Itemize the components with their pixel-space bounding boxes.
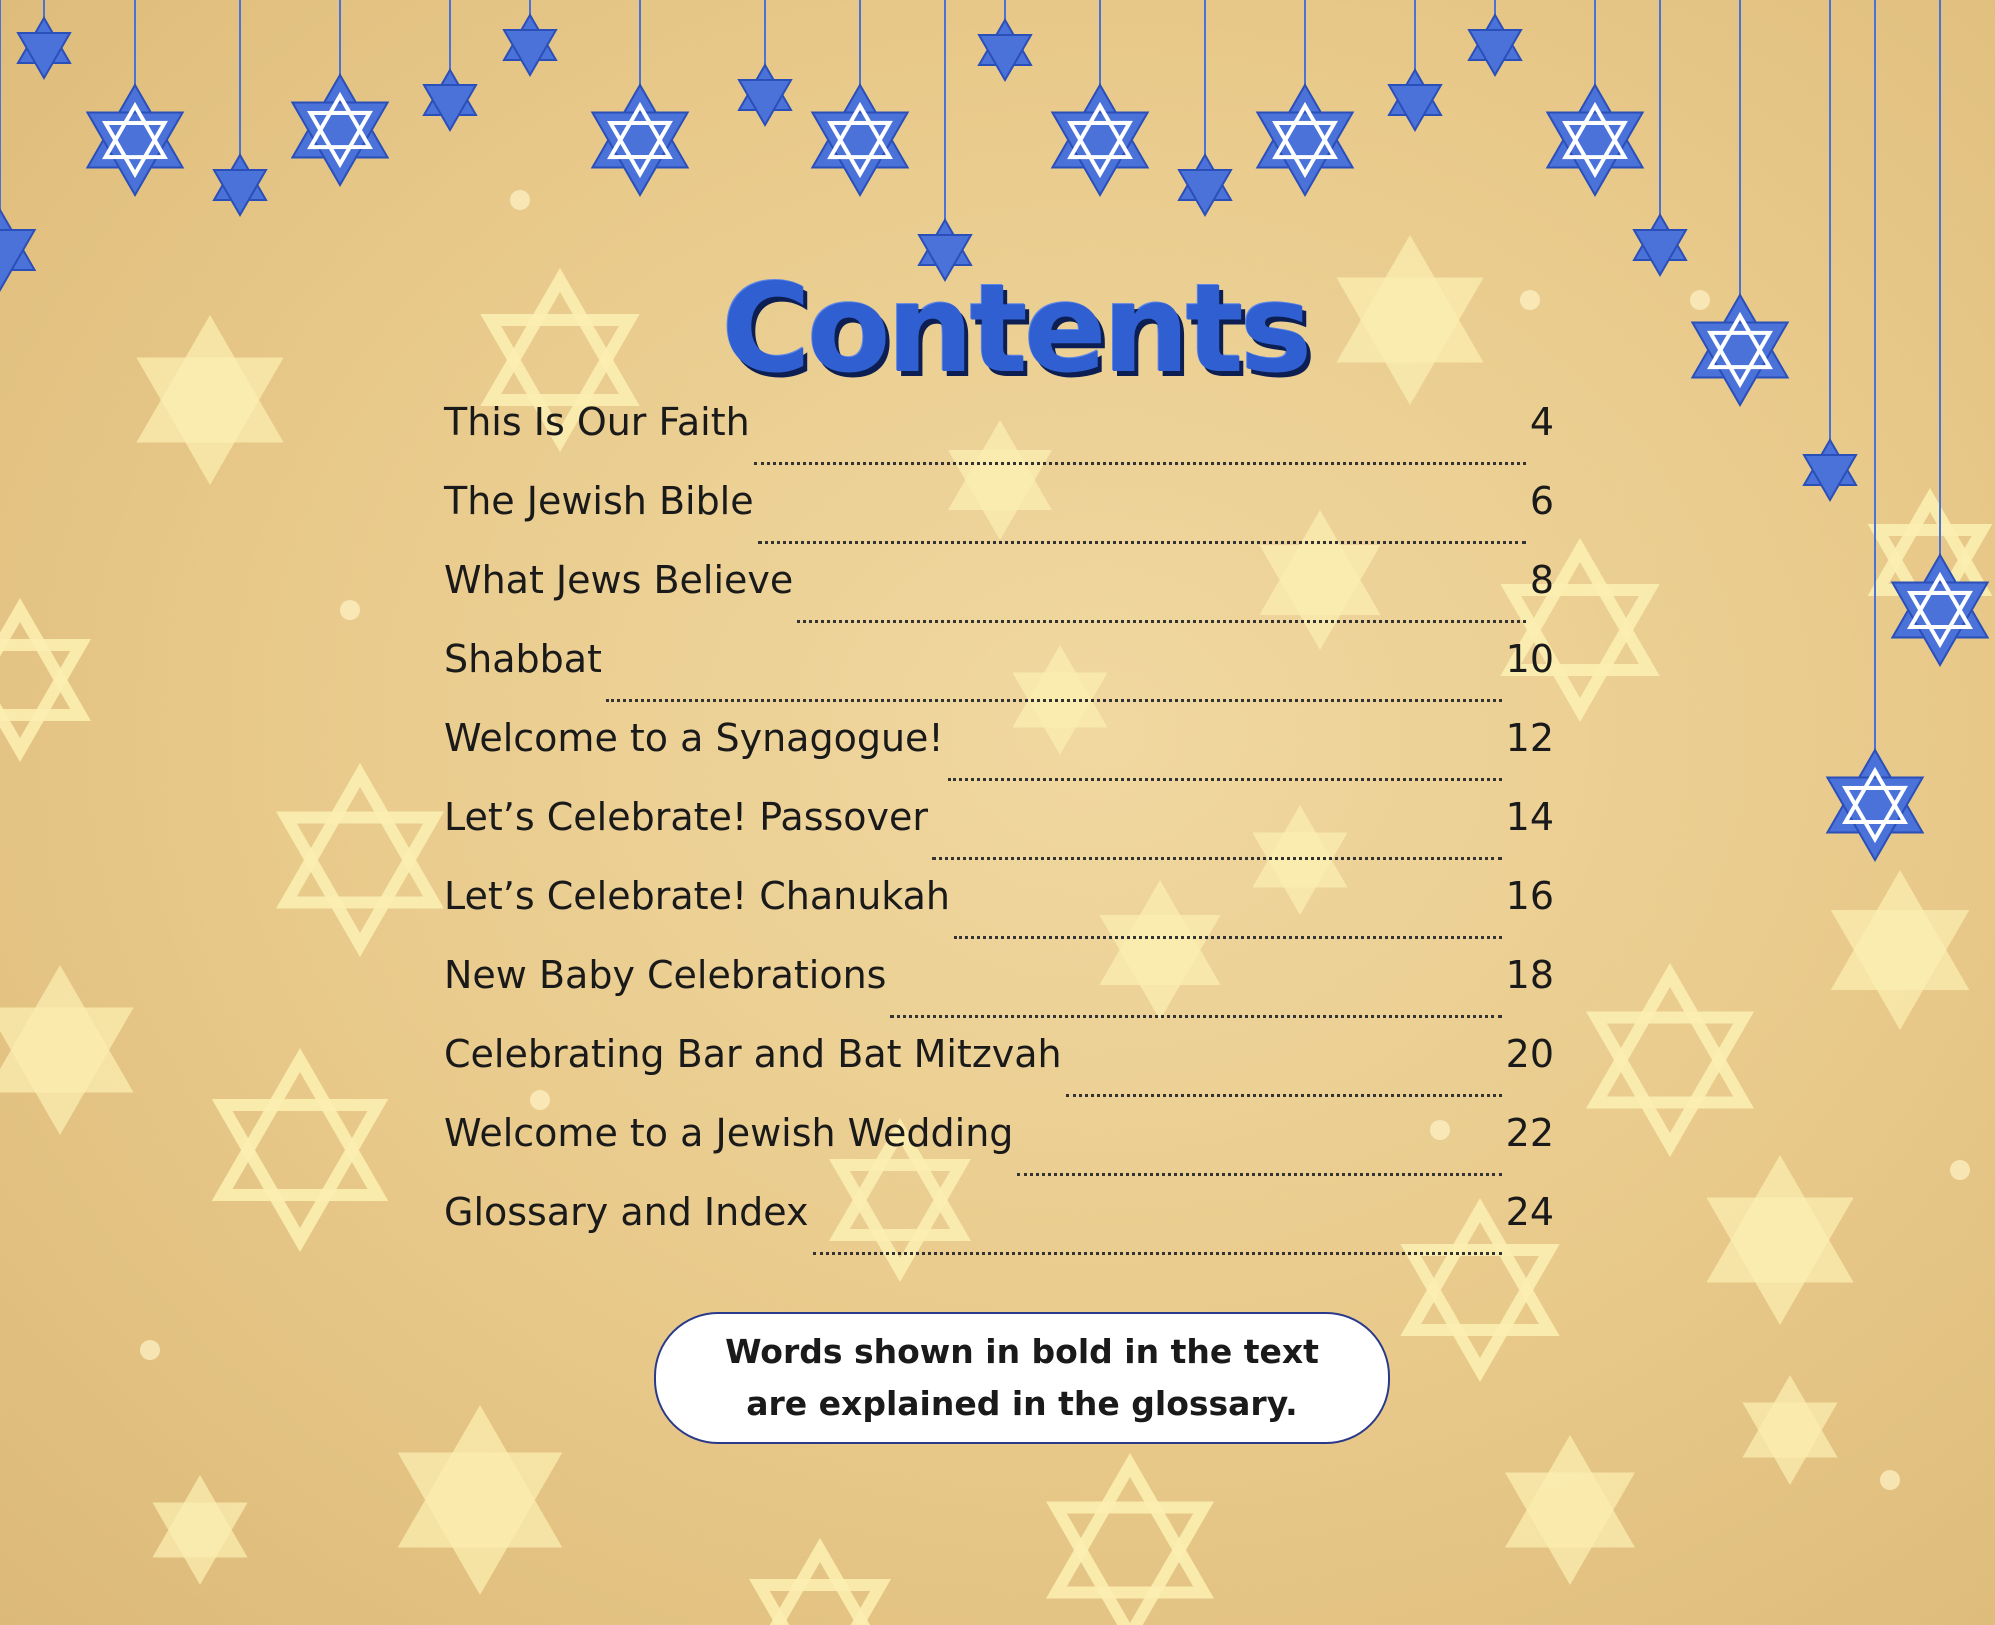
star-of-david-icon [152,1475,247,1585]
star-of-david-icon [18,18,70,78]
toc-entry-title: Glossary and Index [444,1190,809,1234]
star-of-david-icon [0,965,134,1135]
toc-entry[interactable] [444,716,1554,795]
star-of-david-icon [1257,85,1352,195]
toc-entry-title: Welcome to a Jewish Wedding [444,1111,1014,1155]
sparkle-dot [340,600,360,620]
star-of-david-icon [1179,155,1231,215]
star-of-david-icon [1389,70,1441,130]
star-of-david-icon [759,1550,880,1625]
sparkle-dot [1880,1470,1900,1490]
dot-leader [754,461,1526,465]
star-of-david-icon [1547,85,1642,195]
star-of-david-icon [87,85,182,195]
toc-entry[interactable] [444,400,1554,479]
toc-entry[interactable] [444,637,1554,716]
star-of-david-icon [979,20,1031,80]
star-of-david-icon [222,1060,378,1240]
page-title: Contents [721,258,1309,400]
glossary-note [654,1312,1390,1444]
dot-leader [758,540,1526,544]
glossary-note-line-1: Words shown in bold in the text [725,1332,1319,1371]
toc-entry-title: This Is Our Faith [444,400,750,444]
toc-entry-title: Let’s Celebrate! Passover [444,795,929,839]
toc-entry-page: 16 [1505,874,1554,918]
star-of-david-icon [286,775,433,945]
dot-leader [606,698,1502,702]
star-of-david-icon [1706,1155,1853,1325]
star-of-david-icon [812,85,907,195]
dot-leader [797,619,1526,623]
toc-entry-page: 24 [1505,1190,1554,1234]
sparkle-dot [140,1340,160,1360]
star-of-david-icon [0,610,81,750]
toc-entry[interactable] [444,953,1554,1032]
star-of-david-icon [504,15,556,75]
toc-entry[interactable] [444,479,1554,558]
star-of-david-icon [292,75,387,185]
dot-leader [932,856,1502,860]
toc-entry[interactable] [444,558,1554,637]
star-of-david-icon [1742,1375,1837,1485]
toc-entry-page: 20 [1505,1032,1554,1076]
toc-entry-title: The Jewish Bible [444,479,754,523]
dot-leader [813,1251,1502,1255]
star-of-david-icon [1469,15,1521,75]
toc-entry[interactable] [444,1111,1554,1190]
dot-leader [948,777,1502,781]
toc-entry-title: Shabbat [444,637,602,681]
toc-entry-title: Celebrating Bar and Bat Mitzvah [444,1032,1062,1076]
star-of-david-icon [1831,870,1970,1030]
star-of-david-icon [1596,975,1743,1145]
dot-leader [890,1014,1501,1018]
star-of-david-icon [398,1405,563,1595]
toc-entry[interactable] [444,1190,1554,1269]
glossary-note-line-2: are explained in the glossary. [746,1384,1298,1423]
toc-entry-page: 10 [1505,637,1554,681]
star-of-david-icon [1052,85,1147,195]
toc-entry-title: What Jews Believe [444,558,794,602]
star-of-david-icon [424,70,476,130]
star-of-david-icon [214,155,266,215]
toc-entry-title: Let’s Celebrate! Chanukah [444,874,950,918]
star-of-david-icon [1505,1435,1635,1585]
toc-entry-title: Welcome to a Synagogue! [444,716,944,760]
dot-leader [954,935,1502,939]
toc-entry[interactable] [444,874,1554,953]
toc-entry[interactable] [444,795,1554,874]
toc-entry-page: 22 [1505,1111,1554,1155]
toc-entry-page: 8 [1529,558,1554,602]
star-of-david-icon [1056,1465,1203,1625]
toc-entry-page: 6 [1529,479,1554,523]
dot-leader [1066,1093,1502,1097]
sparkle-dot [510,190,530,210]
dot-leader [1017,1172,1501,1176]
star-of-david-icon [592,85,687,195]
toc-entry-page: 18 [1505,953,1554,997]
toc-entry[interactable] [444,1032,1554,1111]
toc-entry-page: 4 [1529,400,1554,444]
toc-entry-title: New Baby Celebrations [444,953,887,997]
table-of-contents [444,400,1554,1269]
star-of-david-icon [739,65,791,125]
star-of-david-icon [1804,440,1856,500]
toc-entry-page: 14 [1505,795,1554,839]
toc-entry-page: 12 [1505,716,1554,760]
sparkle-dot [1950,1160,1970,1180]
star-of-david-icon [1827,750,1922,860]
